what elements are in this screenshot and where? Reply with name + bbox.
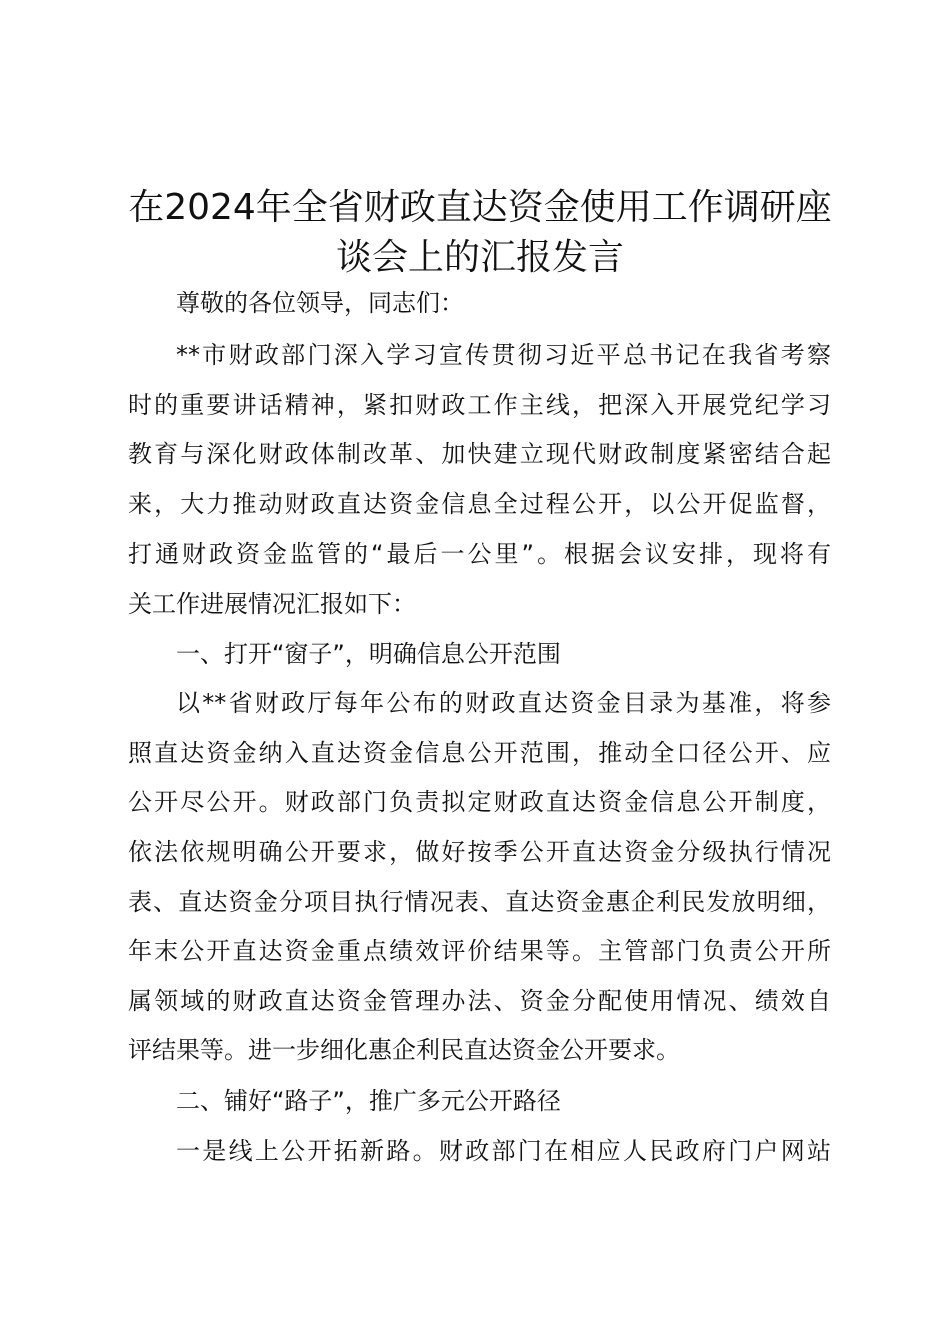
- paragraph-line: 时的重要讲话精神，紧扣财政工作主线，把深入开展党纪学习: [128, 391, 831, 419]
- paragraph-line: 年末公开直达资金重点绩效评价结果等。主管部门负责公开所: [128, 937, 831, 965]
- document-title-line2: 谈会上的汇报发言: [335, 237, 624, 278]
- section-heading: 二、铺好“路子”，推广多元公开路径: [176, 1087, 561, 1115]
- paragraph-line: **市财政部门深入学习宣传贯彻习近平总书记在我省考察: [176, 341, 831, 369]
- paragraph-line: 打通财政资金监管的“最后一公里”。根据会议安排，现将有: [128, 540, 831, 568]
- paragraph-line: 以**省财政厅每年公布的财政直达资金目录为基准，将参: [176, 689, 831, 717]
- section-heading: 一、打开“窗子”，明确信息公开范围: [176, 640, 561, 668]
- paragraph-line: 表、直达资金分项目执行情况表、直达资金惠企利民发放明细，: [128, 888, 831, 916]
- paragraph-line: 一是线上公开拓新路。财政部门在相应人民政府门户网站: [176, 1137, 831, 1165]
- paragraph-line: 评结果等。进一步细化惠企利民直达资金公开要求。: [128, 1036, 680, 1064]
- paragraph-line: 教育与深化财政体制改革、加快建立现代财政制度紧密结合起: [128, 440, 831, 468]
- document-title-line1: 在2024年全省财政直达资金使用工作调研座: [128, 187, 832, 228]
- paragraph-line: 属领域的财政直达资金管理办法、资金分配使用情况、绩效自: [128, 987, 831, 1015]
- salutation: 尊敬的各位领导，同志们：: [176, 289, 464, 317]
- paragraph-line: 公开尽公开。财政部门负责拟定财政直达资金信息公开制度，: [128, 788, 831, 816]
- paragraph-line: 关工作进展情况汇报如下：: [128, 590, 416, 618]
- paragraph-line: 来，大力推动财政直达资金信息全过程公开，以公开促监督，: [128, 490, 831, 518]
- paragraph-line: 依法依规明确公开要求，做好按季公开直达资金分级执行情况: [128, 838, 831, 866]
- paragraph-line: 照直达资金纳入直达资金信息公开范围，推动全口径公开、应: [128, 739, 831, 767]
